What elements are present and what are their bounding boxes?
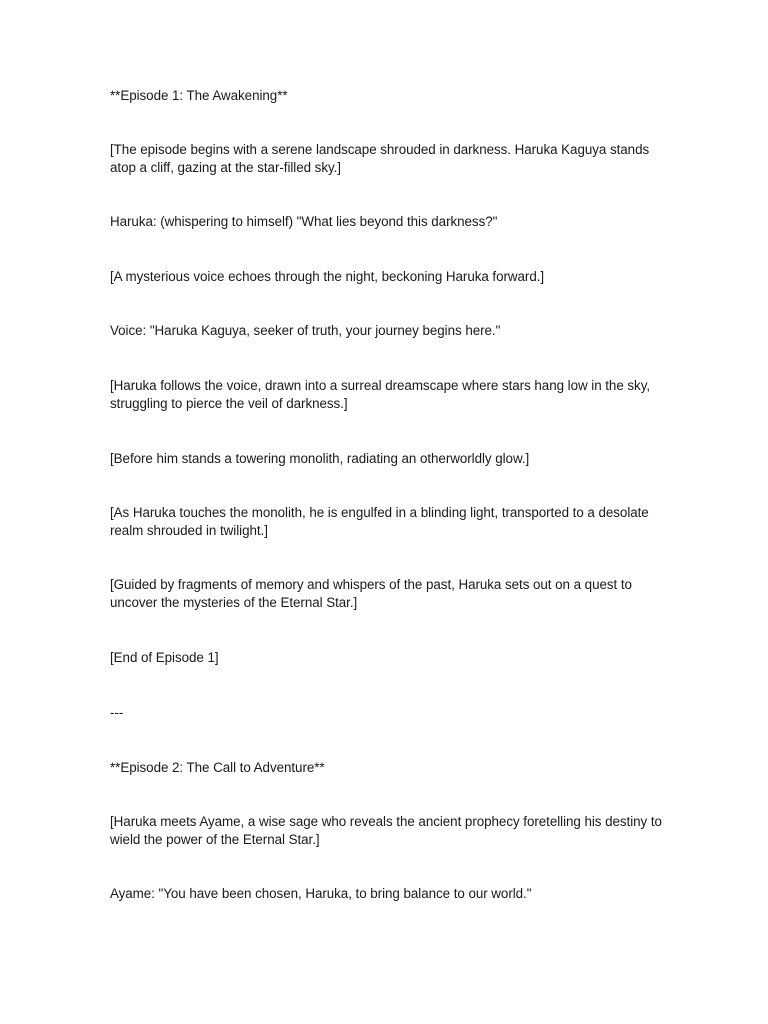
scene-direction-dreamscape: [Haruka follows the voice, drawn into a surreal dreamscape where stars hang low in the sky, struggling to pierce the veil of darkness.]: [110, 378, 651, 411]
scene-direction-monolith: [Before him stands a towering monolith, radiating an otherworldly glow.]: [110, 451, 530, 466]
scene-direction-voice: [A mysterious voice echoes through the night, beckoning Haruka forward.]: [110, 269, 545, 284]
section-divider: ---: [110, 705, 124, 720]
scene-direction-light: [As Haruka touches the monolith, he is engulfed in a blinding light, transported to a desolate realm shrouded in twilight.]: [110, 505, 649, 538]
scene-direction-quest: [Guided by fragments of memory and whispers of the past, Haruka sets out on a quest to uncover the mysteries of the Eternal Star.]: [110, 577, 632, 610]
episode-1-heading: **Episode 1: The Awakening**: [110, 88, 288, 103]
scene-direction-ayame: [Haruka meets Ayame, a wise sage who reveals the ancient prophecy foretelling his destiny to wield the power of the Eternal Star.]: [110, 814, 662, 847]
scene-direction-opening: [The episode begins with a serene landscape shrouded in darkness. Haruka Kaguya stands atop a cliff, gazing at the star-filled sky.]: [110, 142, 650, 175]
episode-2-heading: **Episode 2: The Call to Adventure**: [110, 760, 325, 775]
dialogue-ayame: Ayame: "You have been chosen, Haruka, to bring balance to our world.": [110, 886, 532, 901]
episode-1-end: [End of Episode 1]: [110, 650, 219, 665]
dialogue-voice: Voice: "Haruka Kaguya, seeker of truth, your journey begins here.": [110, 323, 501, 338]
dialogue-haruka: Haruka: (whispering to himself) "What lies beyond this darkness?": [110, 214, 498, 229]
